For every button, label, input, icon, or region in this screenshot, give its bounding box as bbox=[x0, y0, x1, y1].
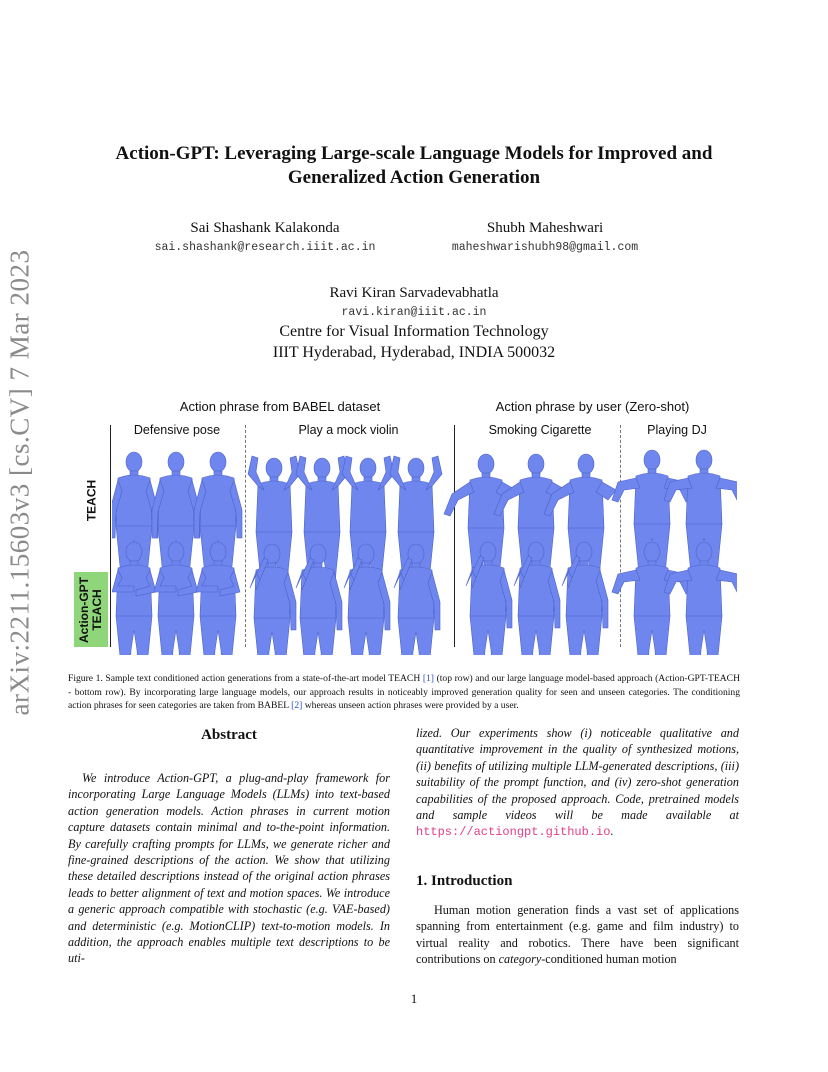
abstract-text-left: We introduce Action-GPT, a plug-and-play framework for incorporating Large Language Models (LLMs) into text-based action generation models. Action phrases in current motion capture datasets contain minimal and to-the-point information. By carefully crafting prompts for LLMs, we generate richer and fine-grained descriptions of the action. We show that utilizing these detailed descriptions instead of the original action phrases leads to better alignment of text and motion spaces. We introduce a generic approach compatible with stochastic (e.g. VAE-based) and deterministic (e.g. MotionCLIP) text-to-motion models. In addition, the approach enables multiple text descriptions to be uti- bbox=[68, 771, 390, 966]
author-block-2 bbox=[430, 220, 660, 254]
affiliation-line-2: IIIT Hyderabad, Hyderabad, INDIA 500032 bbox=[272, 344, 556, 361]
abstract-heading: Abstract bbox=[201, 727, 257, 743]
title-line-1: Action-GPT: Leveraging Large-scale Language Models for Improved and bbox=[115, 143, 713, 164]
figure-group-right-title: Action phrase by user (Zero-shot) bbox=[495, 399, 690, 414]
intro-emphasis: category bbox=[498, 952, 542, 967]
paper-title bbox=[60, 142, 768, 190]
mesh-gpt-defensive-3 bbox=[196, 542, 240, 655]
author-name: Ravi Kiran Sarvadevabhatla bbox=[329, 285, 499, 301]
citation-link[interactable]: [1] bbox=[422, 673, 434, 684]
citation-link[interactable]: [2] bbox=[291, 700, 303, 711]
abstract-end: . bbox=[610, 824, 614, 839]
mesh-gpt-defensive-1 bbox=[112, 542, 156, 655]
abstract-text-right bbox=[416, 725, 739, 841]
author-email[interactable]: ravi.kiran@iiit.ac.in bbox=[341, 306, 487, 319]
figure-group-left-title: Action phrase from BABEL dataset bbox=[179, 399, 381, 414]
column-label-mock-violin: Play a mock violin bbox=[298, 423, 399, 437]
title-line-2: Generalized Action Generation bbox=[287, 167, 541, 188]
arxiv-identifier: arXiv:2211.15603v3 [cs.CV] 7 Mar 2023 bbox=[4, 249, 35, 716]
abstract-continuation: lized. Our experiments show (i) noticeable qualitative and quantitative improvement in the quality of synthesized motions, (ii) benefits of utilizing multiple LLM-generated descriptions, (iii) suitability of the prompt function, and (iv) zero-shot generation capabilities of the proposed approach. Code, pretrained models and sample videos will be made available at bbox=[416, 726, 739, 823]
column-label-playing-dj: Playing DJ bbox=[647, 423, 707, 437]
mesh-gpt-dj-2 bbox=[664, 542, 737, 655]
caption-text: whereas unseen action phrases were provided by a user. bbox=[302, 700, 519, 711]
row-label-action-gpt-box bbox=[74, 572, 108, 647]
author-name: Shubh Maheshwari bbox=[486, 220, 604, 236]
affiliation-line-1: Centre for Visual Information Technology bbox=[279, 323, 549, 340]
project-url-link[interactable]: https://actiongpt.github.io bbox=[416, 825, 611, 840]
column-label-smoking: Smoking Cigarette bbox=[488, 423, 592, 437]
caption-text: (top row) and our large language model-based approach (Action-GPT-TEACH - bottom row). By incorporating large language models, our approach results in noticeably improved generation quality for seen and unseen categories. The conditioning action phrases for seen categories are taken from BABEL bbox=[68, 673, 740, 711]
mesh-gpt-dj-1 bbox=[612, 542, 692, 655]
author-block-1 bbox=[150, 220, 380, 254]
introduction-heading: 1. Introduction bbox=[416, 873, 513, 889]
row-label-teach: TEACH bbox=[84, 479, 99, 522]
introduction-text bbox=[416, 902, 739, 968]
mesh-gpt-defensive-2 bbox=[154, 542, 198, 655]
column-label-defensive-pose: Defensive pose bbox=[133, 423, 221, 437]
intro-text-part: Human motion generation finds a vast set of applications spanning from entertainment (e.g. game and film industry) to virtual reality and robotics. There have been significant contributions on bbox=[416, 903, 739, 967]
page-number: 1 bbox=[410, 991, 418, 1006]
caption-text: Figure 1. Sample text conditioned action generations from a state-of-the-art model TEACH bbox=[68, 673, 423, 684]
intro-text-part: -conditioned human motion bbox=[541, 952, 677, 967]
author-email[interactable]: maheshwarishubh98@gmail.com bbox=[451, 241, 639, 254]
author-name: Sai Shashank Kalakonda bbox=[190, 220, 340, 236]
author-block-3 bbox=[214, 285, 614, 363]
author-email[interactable]: sai.shashank@research.iiit.ac.in bbox=[154, 241, 376, 254]
figure-caption bbox=[68, 672, 740, 713]
motion-figure-grid bbox=[112, 440, 737, 655]
row-label-action-gpt-teach: Action-GPT TEACH bbox=[77, 577, 104, 643]
